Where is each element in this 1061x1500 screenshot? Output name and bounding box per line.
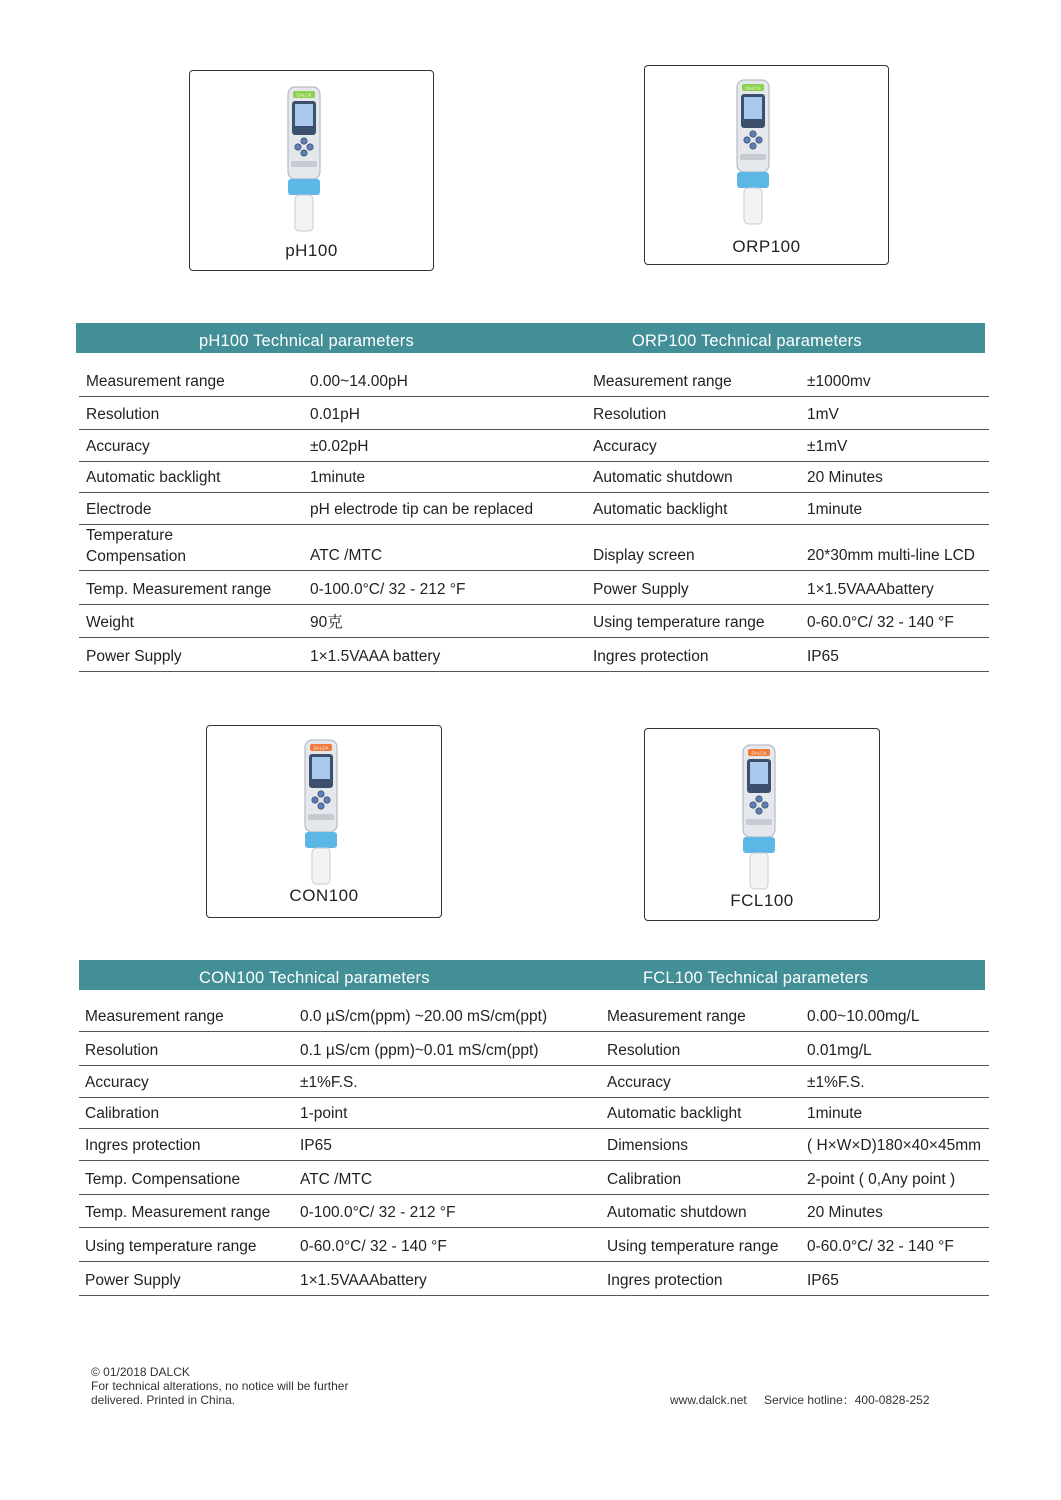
section2-l-value: 1-point bbox=[300, 1105, 348, 1122]
section1-l-label: Temperature bbox=[86, 527, 174, 544]
section1-row bbox=[79, 570, 989, 605]
con100-device-image bbox=[303, 738, 339, 886]
section2-l-value: ATC /MTC bbox=[300, 1171, 373, 1188]
section2-l-label: Temp. Compensatione bbox=[85, 1171, 241, 1188]
section1-r-value: 20 Minutes bbox=[807, 469, 883, 486]
section2-r-value: ±1%F.S. bbox=[807, 1074, 865, 1091]
section2-l-value: 0-60.0°C/ 32 - 140 °F bbox=[300, 1238, 447, 1255]
section1-l-value: 0.00~14.00pH bbox=[310, 373, 408, 390]
section1-header-band bbox=[76, 323, 985, 353]
section2-l-label: Ingres protection bbox=[85, 1137, 201, 1154]
section2-header-band bbox=[79, 960, 985, 990]
section1-table bbox=[79, 353, 989, 673]
section1-row bbox=[79, 429, 989, 462]
section2-left-title: CON100 Technical parameters bbox=[199, 969, 430, 987]
section1-l-label: Measurement range bbox=[86, 373, 225, 390]
section1-r-value: 1×1.5VAAAbattery bbox=[807, 581, 934, 598]
section2-r-label: Dimensions bbox=[607, 1137, 688, 1154]
orp100-device-image bbox=[735, 78, 771, 226]
section1-row bbox=[79, 637, 989, 672]
product-card-fcl100 bbox=[644, 728, 880, 921]
section1-l-label: Resolution bbox=[86, 406, 160, 423]
section2-l-label: Power Supply bbox=[85, 1272, 181, 1289]
section1-r-value: ±1mV bbox=[807, 438, 848, 455]
footer-left bbox=[91, 1365, 348, 1407]
section2-row bbox=[79, 1227, 989, 1262]
footer-website[interactable]: www.dalck.net bbox=[670, 1393, 747, 1407]
section2-l-label: Measurement range bbox=[85, 1008, 224, 1025]
section2-row bbox=[79, 1128, 989, 1161]
section1-l-value: ATC /MTC bbox=[310, 547, 383, 564]
section1-r-value: 20*30mm multi-line LCD bbox=[807, 547, 975, 564]
product-caption: pH100 bbox=[285, 241, 338, 260]
section2-row bbox=[79, 1097, 989, 1129]
footer-copyright: © 01/2018 DALCK bbox=[91, 1365, 190, 1379]
product-card-ph100 bbox=[189, 70, 434, 271]
section2-r-value: 2-point ( 0,Any point ) bbox=[807, 1171, 956, 1188]
section1-l-label-line2: Compensation bbox=[86, 548, 186, 565]
section2-l-label: Resolution bbox=[85, 1042, 159, 1059]
section1-r-label: Measurement range bbox=[593, 373, 732, 390]
section1-r-label: Ingres protection bbox=[593, 648, 709, 665]
section2-r-value: 0.01mg/L bbox=[807, 1042, 872, 1059]
section1-left-title: pH100 Technical parameters bbox=[199, 332, 414, 350]
svg-text:DALCK: DALCK bbox=[296, 92, 312, 98]
section1-l-value: ±0.02pH bbox=[310, 438, 369, 455]
section1-row bbox=[79, 461, 989, 493]
section1-l-value: 1×1.5VAAA battery bbox=[310, 648, 441, 665]
ph100-device-image bbox=[286, 85, 322, 233]
section2-row bbox=[79, 1160, 989, 1195]
section2-r-label: Using temperature range bbox=[607, 1238, 779, 1255]
svg-text:DALCK: DALCK bbox=[751, 750, 767, 756]
section1-r-label: Display screen bbox=[593, 547, 695, 564]
section1-r-label: Power Supply bbox=[593, 581, 689, 598]
section2-r-label: Automatic shutdown bbox=[607, 1204, 747, 1221]
section2-r-value: ( H×W×D)180×40×45mm bbox=[807, 1137, 982, 1154]
section1-l-value: 1minute bbox=[310, 469, 366, 486]
product-caption: FCL100 bbox=[730, 891, 794, 910]
section1-l-label: Electrode bbox=[86, 501, 152, 518]
svg-text:DALCK: DALCK bbox=[745, 85, 761, 91]
section2-l-label: Accuracy bbox=[85, 1074, 149, 1091]
section2-row bbox=[79, 990, 989, 1032]
section1-right-title: ORP100 Technical parameters bbox=[632, 332, 862, 350]
section2-l-value: ±1%F.S. bbox=[300, 1074, 358, 1091]
section2-r-label: Calibration bbox=[607, 1171, 682, 1188]
section1-r-value: 1minute bbox=[807, 501, 863, 518]
section1-r-label: Automatic shutdown bbox=[593, 469, 733, 486]
section1-r-value: ±1000mv bbox=[807, 373, 871, 390]
section2-r-value: IP65 bbox=[807, 1272, 839, 1289]
section2-r-label: Measurement range bbox=[607, 1008, 746, 1025]
section2-l-label: Calibration bbox=[85, 1105, 160, 1122]
section1-r-label: Using temperature range bbox=[593, 614, 765, 631]
footer-right bbox=[670, 1393, 930, 1407]
section1-row bbox=[79, 524, 989, 571]
footer-hotline: Service hotline：400-0828-252 bbox=[764, 1393, 930, 1407]
section2-l-value: 0.0 µS/cm(ppm) ~20.00 mS/cm(ppt) bbox=[300, 1008, 548, 1025]
section1-r-value: 1mV bbox=[807, 406, 839, 423]
section2-row bbox=[79, 1194, 989, 1228]
section2-r-value: 0-60.0°C/ 32 - 140 °F bbox=[807, 1238, 954, 1255]
section1-r-label: Automatic backlight bbox=[593, 501, 728, 518]
section2-r-value: 0.00~10.00mg/L bbox=[807, 1008, 920, 1025]
section1-row bbox=[79, 492, 989, 525]
section1-row bbox=[79, 353, 989, 397]
section2-row bbox=[79, 1065, 989, 1098]
section2-l-value: IP65 bbox=[300, 1137, 332, 1154]
section1-l-label: Weight bbox=[86, 614, 134, 631]
section2-l-label: Temp. Measurement range bbox=[85, 1204, 271, 1221]
section1-l-value: 0-100.0°C/ 32 - 212 °F bbox=[310, 581, 466, 598]
section2-r-value: 20 Minutes bbox=[807, 1204, 883, 1221]
product-card-con100 bbox=[206, 725, 442, 918]
section1-l-value: pH electrode tip can be replaced bbox=[310, 501, 534, 518]
section1-row bbox=[79, 604, 989, 638]
section2-row bbox=[79, 1261, 989, 1296]
section1-l-value: 90克 bbox=[310, 614, 343, 631]
section2-r-label: Automatic backlight bbox=[607, 1105, 742, 1122]
section2-row bbox=[79, 1031, 989, 1066]
section2-l-label: Using temperature range bbox=[85, 1238, 257, 1255]
section2-l-value: 1×1.5VAAAbattery bbox=[300, 1272, 427, 1289]
section2-r-label: Resolution bbox=[607, 1042, 681, 1059]
svg-text:DALCK: DALCK bbox=[313, 745, 329, 751]
section2-r-label: Ingres protection bbox=[607, 1272, 723, 1289]
section1-l-label: Temp. Measurement range bbox=[86, 581, 272, 598]
section1-row bbox=[79, 396, 989, 430]
section1-l-label: Automatic backlight bbox=[86, 469, 221, 486]
footer-notice-line2: delivered. Printed in China. bbox=[91, 1393, 236, 1407]
section2-l-value: 0.1 µS/cm (ppm)~0.01 mS/cm(ppt) bbox=[300, 1042, 539, 1059]
fcl100-device-image bbox=[741, 743, 777, 891]
section2-table bbox=[79, 990, 989, 1296]
section1-l-label: Accuracy bbox=[86, 438, 150, 455]
product-caption: ORP100 bbox=[732, 237, 801, 256]
section1-l-value: 0.01pH bbox=[310, 406, 360, 423]
product-card-orp100 bbox=[644, 65, 889, 265]
section1-r-value: 0-60.0°C/ 32 - 140 °F bbox=[807, 614, 954, 631]
section2-r-value: 1minute bbox=[807, 1105, 863, 1122]
section2-right-title: FCL100 Technical parameters bbox=[643, 969, 869, 987]
section2-r-label: Accuracy bbox=[607, 1074, 671, 1091]
section1-r-label: Resolution bbox=[593, 406, 667, 423]
section1-l-label: Power Supply bbox=[86, 648, 182, 665]
section2-l-value: 0-100.0°C/ 32 - 212 °F bbox=[300, 1204, 456, 1221]
section1-r-label: Accuracy bbox=[593, 438, 657, 455]
section1-r-value: IP65 bbox=[807, 648, 839, 665]
product-caption: CON100 bbox=[289, 886, 359, 905]
footer-notice-line1: For technical alterations, no notice will be further bbox=[91, 1379, 349, 1393]
